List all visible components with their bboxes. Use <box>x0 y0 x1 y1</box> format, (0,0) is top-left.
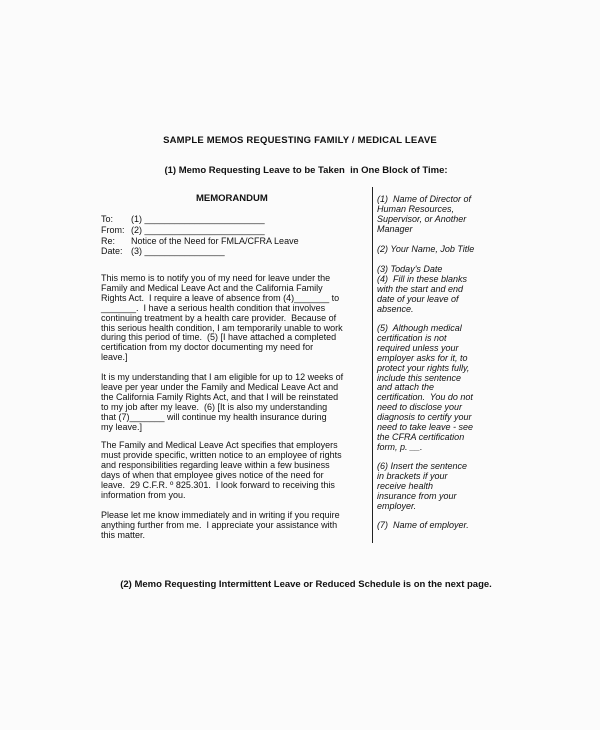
note-7: (7) Name of employer. <box>377 520 469 530</box>
body-paragraph-4: Please let me know immediately and in writing if you require anything further from me. I appreciate your assistance with this matter. <box>101 510 340 540</box>
header-label-re: Re: <box>101 236 116 246</box>
footer-note: (2) Memo Requesting Intermittent Leave or Reduced Schedule is on the next page. <box>120 579 492 590</box>
note-3-4: (3) Today's Date (4) Fill in these blanks with the start and end date of your leave of absence. <box>377 264 468 314</box>
body-paragraph-1: This memo is to notify you of my need for leave under the Family and Medical Leave Act and the California Family Rights Act. I require a leave of absence from (4)_______ to _______. I have a serious health condition that involves continuing treatment by a health care provider. Because of this serious health condition, I am temporarily unable to work during this period of time. (5) [I have attached a completed certification from my doctor documenting my need for leave.] <box>101 273 343 363</box>
header-value-re: Notice of the Need for FMLA/CFRA Leave <box>131 236 299 246</box>
column-divider <box>372 187 373 543</box>
header-value-to: (1) ________________________ <box>131 214 265 224</box>
header-label-date: Date: <box>101 246 123 256</box>
note-6: (6) Insert the sentence in brackets if your receive health insurance from your employer. <box>377 461 468 511</box>
note-1: (1) Name of Director of Human Resources, Supervisor, or Another Manager <box>377 194 472 234</box>
body-paragraph-3: The Family and Medical Leave Act specifies that employers must provide specific, written notice to an employee of rights and responsibilities regarding leave within a few business days of when that employee gives notice of the need for leave. 29 C.F.R. º 825.301. I look forward to receiving this information from you. <box>101 440 342 500</box>
header-label-from: From: <box>101 225 125 235</box>
section-subtitle: (1) Memo Requesting Leave to be Taken in One Block of Time: <box>164 165 448 176</box>
header-label-to: To: <box>101 214 114 224</box>
document-title: SAMPLE MEMOS REQUESTING FAMILY / MEDICAL LEAVE <box>163 135 437 146</box>
note-5: (5) Although medical certification is not required unless your employer asks for it, to protect your rights fully, include this sentence and attach the certification. You do not need to disclose your diagnosis to certify your need to take leave - see the CFRA certification form, p. __. <box>377 323 474 452</box>
memorandum-heading: MEMORANDUM <box>196 193 268 204</box>
header-value-from: (2) ________________________ <box>131 225 265 235</box>
header-value-date: (3) ________________ <box>131 246 225 256</box>
note-2: (2) Your Name, Job Title <box>377 244 475 254</box>
body-paragraph-2: It is my understanding that I am eligible for up to 12 weeks of leave per year under the Family and Medical Leave Act and the California Family Rights Act, and that I will be reinstated to my job after my leave. (6) [It is also my understanding that (7)_______ will continue my health insurance during my leave.] <box>101 372 344 432</box>
